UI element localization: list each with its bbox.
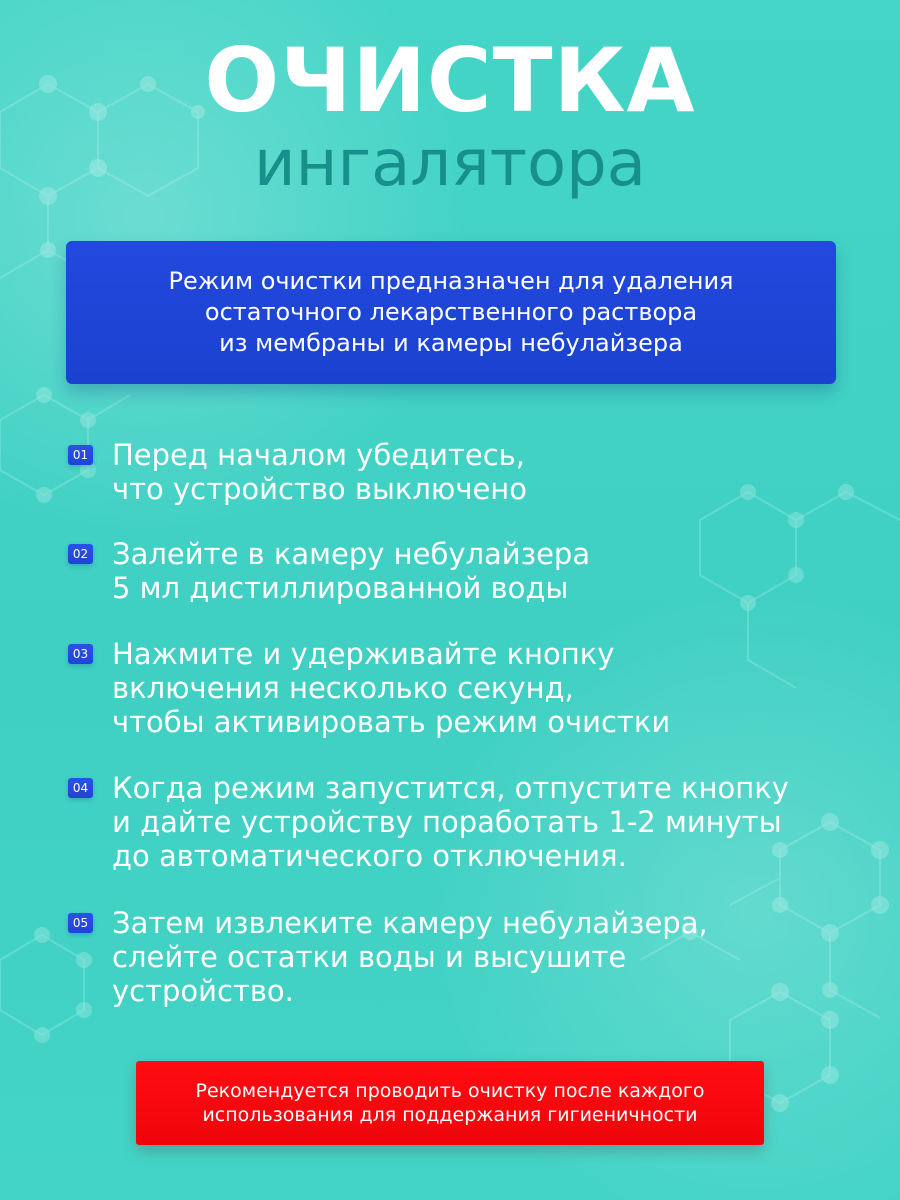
step-item-2 <box>68 537 858 609</box>
step-item-4 <box>68 771 858 879</box>
recommendation-text: Рекомендуется проводить очистку после каждого использования для поддержания гигиеничности <box>195 1080 705 1126</box>
step-number-badge-5: 05 <box>68 913 93 933</box>
page-subtitle: ингалятора <box>254 127 646 201</box>
page-title: ОЧИСТКА <box>204 29 696 132</box>
step-text-5: Затем извлеките камеру небулайзера, слейте остатки воды и высушите устройство. <box>112 906 708 1008</box>
step-text-4: Когда режим запустится, отпустите кнопку и дайте устройству поработать 1-2 минуты до автоматического отключения. <box>112 771 789 873</box>
step-text-2: Залейте в камеру небулайзера 5 мл дистиллированной воды <box>112 537 591 605</box>
step-number-badge-4: 04 <box>68 778 93 798</box>
intro-card <box>66 241 836 384</box>
step-text-1: Перед началом убедитесь, что устройство выключено <box>112 438 528 506</box>
step-item-5 <box>68 906 858 1014</box>
step-number-badge-2: 02 <box>68 544 93 564</box>
step-item-1 <box>68 438 858 510</box>
recommendation-banner <box>136 1061 764 1145</box>
step-item-3 <box>68 637 858 745</box>
step-number-badge-3: 03 <box>68 644 93 664</box>
intro-text: Режим очистки предназначен для удаления остаточного лекарственного раствора из мембраны и камеры небулайзера <box>168 267 734 357</box>
step-number-badge-1: 01 <box>68 445 93 465</box>
step-text-3: Нажмите и удерживайте кнопку включения несколько секунд, чтобы активировать режим очистки <box>112 637 671 739</box>
